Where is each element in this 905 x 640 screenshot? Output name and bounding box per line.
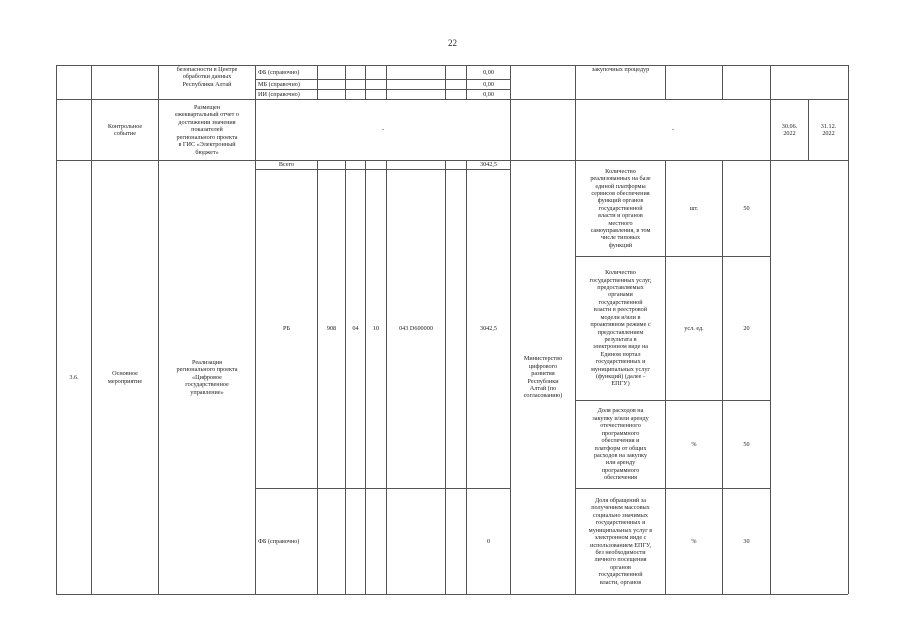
indicator-1-value: 50 bbox=[743, 204, 750, 212]
amount-ii: 0,00 bbox=[483, 90, 494, 98]
col-line bbox=[665, 65, 666, 99]
col-line bbox=[317, 65, 318, 99]
source-ii: ИИ (справочно) bbox=[258, 90, 300, 98]
col-line bbox=[445, 65, 446, 99]
source-fb: ФБ (справочно) bbox=[258, 68, 300, 76]
indicator-4-text: Доля обращений за получением массовых социально значимых государственных и муниципальных услуг в электронном виде с использованием ЕПГУ, без необходимости личного посещения органов государственной власти, органов bbox=[588, 497, 653, 586]
amount-fb: 0,00 bbox=[483, 68, 494, 76]
table-border-bottom bbox=[56, 594, 848, 595]
col-line bbox=[365, 65, 366, 99]
indicator-4-unit: % bbox=[691, 537, 697, 545]
amount-mb: 0,00 bbox=[483, 80, 494, 88]
indicator-1-text: Количество реализованных на базе единой платформы сервисов обеспечения функций органов государственной власти и органов местного самоуправления, в том числе типовых функций bbox=[590, 167, 651, 249]
rb-amount: 3042,5 bbox=[479, 325, 497, 333]
col-line bbox=[345, 65, 346, 99]
executor: Министерство цифрового развития Республики Алтай (по согласованию) bbox=[523, 355, 563, 400]
object-text: безопасности в Центре обработки данных Республики Алтай bbox=[176, 66, 238, 88]
control-event-dash-left: - bbox=[381, 126, 385, 134]
rb-code-3: 10 bbox=[372, 325, 380, 333]
rb-source: РБ bbox=[283, 325, 290, 333]
indicator-2-text: Количество государственных услуг, предоставляемых органами государственной власти в реестровой модели и/или в проактивном режиме с предоставлением результата в электронном виде на Едином портал государственных и муниципальных услуг (функций) (далее - ЕПГУ) bbox=[589, 269, 652, 388]
indicator-2-unit: усл. ед. bbox=[684, 324, 704, 332]
control-event-end-date: 31.12. 2022 bbox=[820, 122, 837, 137]
rb-code-4: 043 D600000 bbox=[399, 325, 433, 333]
indicator-4-value: 30 bbox=[743, 537, 750, 545]
fb-amount: 0 bbox=[486, 537, 491, 545]
col-line bbox=[445, 160, 446, 594]
control-event-description: Размещен ежеквартальный отчет о достижении значения показателей регионального проекта в ГИС «Электронный бюджет» bbox=[174, 104, 240, 156]
rb-code-1: 908 bbox=[326, 325, 337, 333]
control-event-type: Контрольное событие bbox=[107, 122, 143, 137]
row-type: Основное мероприятие bbox=[107, 370, 143, 385]
col-line bbox=[722, 65, 723, 99]
indicator-2-value: 20 bbox=[743, 324, 750, 332]
source-mb: МБ (справочно) bbox=[258, 80, 300, 88]
table-border-right bbox=[848, 65, 849, 594]
total-amount: 3042,5 bbox=[479, 161, 497, 169]
control-event-dash-right: - bbox=[671, 126, 675, 134]
indicator-3-unit: % bbox=[691, 440, 697, 448]
rb-code-2: 04 bbox=[352, 325, 359, 333]
col-line bbox=[386, 65, 387, 99]
indicator-3-value: 50 bbox=[743, 440, 750, 448]
indicator-3-text: Доля расходов на закупку и/или аренду отечественного программного обеспечения и платформ от общих расходов на закупку или аренду программного обеспечения bbox=[592, 407, 649, 482]
indicator-1-unit: шт. bbox=[689, 204, 699, 212]
row-description: Реализация регионального проекта «Цифровое государственное управление» bbox=[176, 358, 238, 396]
page-number: 22 bbox=[448, 38, 457, 48]
total-label: Всего bbox=[278, 161, 295, 169]
row-number: 3.6. bbox=[69, 373, 79, 381]
fb-source: ФБ (справочно) bbox=[258, 537, 300, 545]
control-event-start-date: 30.06. 2022 bbox=[781, 122, 798, 137]
indicator-text: закупочных процедур bbox=[591, 66, 650, 73]
